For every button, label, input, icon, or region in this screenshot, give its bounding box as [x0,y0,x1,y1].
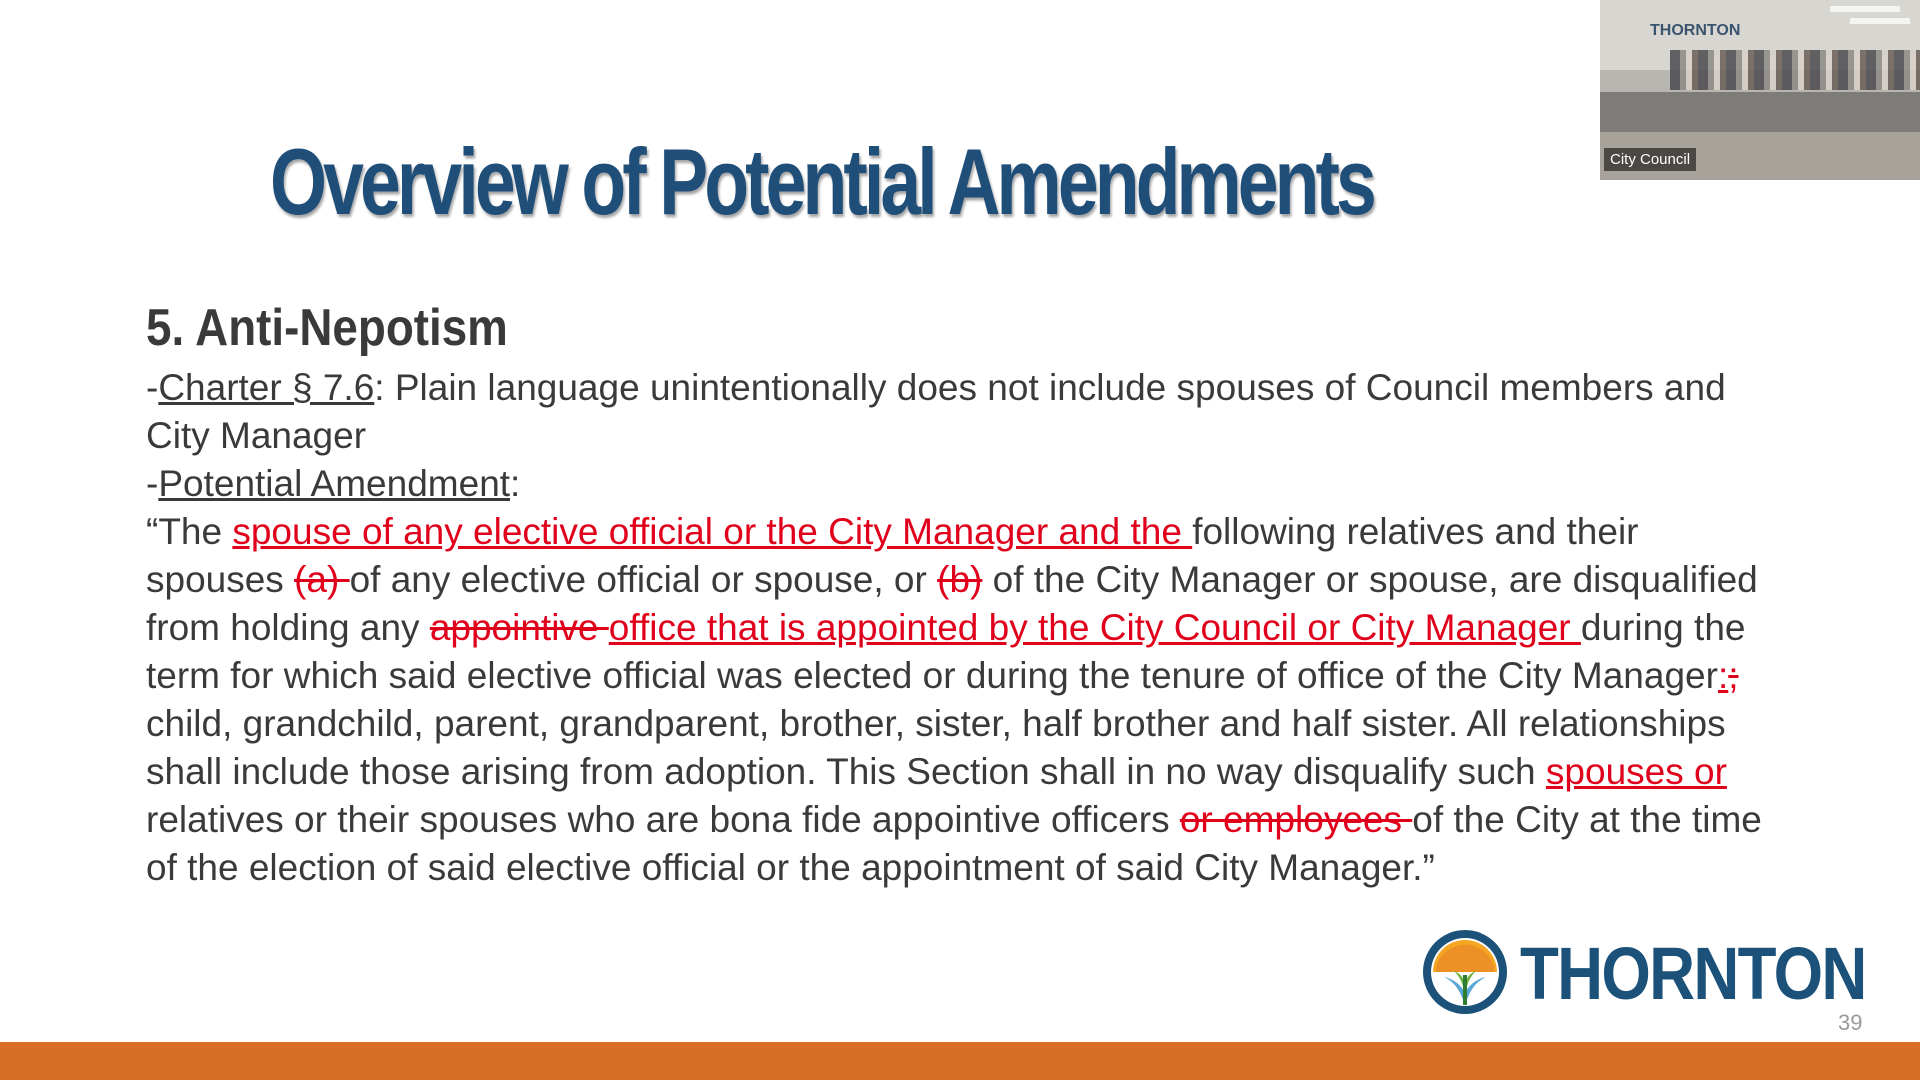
charter-reference: Charter § 7.6 [158,367,375,408]
slide-title: Overview of Potential Amendments [270,129,1373,234]
text-segment: following relatives and their spouses [146,511,1639,600]
video-sign-text: THORNTON [1650,22,1741,39]
deleted-text: (b) [937,559,983,600]
inserted-text: spouse of any elective official or the City Manager and the [232,511,1193,552]
colon: : [510,463,521,504]
logo-wordmark: THORNTON [1520,932,1866,1015]
charter-note [146,364,1766,460]
deleted-text: (a) [294,559,350,600]
inserted-text: spouses or [1545,751,1727,792]
video-label: City Council [1604,148,1696,171]
ceiling-light [1830,6,1900,12]
slide-body [146,364,1766,892]
text-segment: relatives or their spouses who are bona fide appointive officers [146,799,1180,840]
inserted-text: office that is appointed by the City Council or City Manager [608,607,1581,648]
video-thumbnail[interactable] [1600,0,1920,180]
amendment-text [146,508,1766,892]
text-segment: of the City at the time of the election of said elective official or the appointment of said City Manager.” [146,799,1762,888]
amendment-label-line [146,460,1766,508]
ceiling-light [1850,18,1910,24]
deleted-text: or employees [1179,799,1413,840]
text-segment: “The [146,511,233,552]
bottom-accent-bar [0,1042,1920,1080]
amendment-label: Potential Amendment [158,463,511,504]
page-number: 39 [1838,1010,1863,1035]
thornton-logo [1420,925,1880,1020]
dash: - [146,367,159,408]
thornton-emblem-icon [1420,927,1510,1017]
inserted-text: : [1717,655,1729,696]
text-segment: child, grandchild, parent, grandparent, brother, sister, half brother and half sister. All relationships shall include those arising from adoption. This Section shall in no way disqualify such [146,703,1726,792]
audience [1670,50,1920,90]
text-segment: during the term for which said elective official was elected or during the tenure of office of the City Manager [146,607,1746,696]
council-dais [1600,92,1920,132]
charter-note-text: : Plain language unintentionally does not include spouses of Council members and City Manager [146,367,1726,456]
section-heading: 5. Anti-Nepotism [146,299,508,357]
deleted-text: appointive [429,607,609,648]
text-segment: of any elective official or spouse, or [349,559,938,600]
text-segment: of the City Manager or spouse, are disqualified from holding any [146,559,1758,648]
dash: - [146,463,159,504]
deleted-text: ; [1728,655,1739,696]
